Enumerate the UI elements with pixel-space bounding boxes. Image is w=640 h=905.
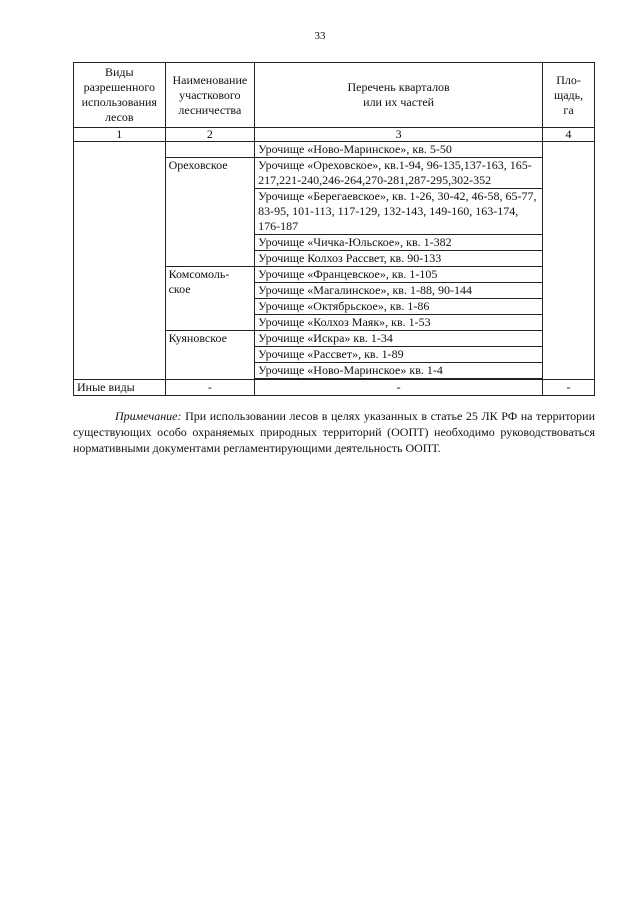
header-kind-line: разрешенного: [83, 80, 155, 94]
forestry-cell-line: ское: [168, 282, 191, 296]
quarters-cell: Урочище «Францевское», кв. 1-105: [255, 267, 543, 283]
table-header-row: [74, 63, 595, 128]
area-cell-empty: [543, 142, 595, 380]
column-number: 4: [543, 128, 595, 142]
header-forestry: [165, 63, 255, 128]
note-label: Примечание:: [115, 409, 182, 423]
table-row-other: [74, 380, 595, 396]
header-quarters-line: или их частей: [363, 95, 435, 109]
forestry-cell: -: [165, 380, 255, 396]
quarters-cell: Урочище «Октябрьское», кв. 1-86: [255, 299, 543, 315]
quarters-cell: Урочище «Ново-Маринское», кв. 5-50: [255, 142, 543, 158]
header-area-line: га: [563, 102, 574, 117]
column-number: 1: [74, 128, 166, 142]
column-number-row: [74, 128, 595, 142]
header-forestry-line: участкового: [179, 87, 241, 102]
quarters-cell: Урочище «Искра» кв. 1-34: [255, 331, 543, 347]
page-number: 33: [314, 30, 326, 42]
header-kind-line: лесов: [104, 110, 134, 124]
forestry-cell: [165, 267, 255, 331]
header-quarters: [255, 63, 543, 128]
table-row: [74, 142, 595, 158]
forest-use-table: [73, 62, 595, 396]
note-paragraph: [73, 408, 595, 456]
quarters-cell: Урочище Колхоз Рассвет, кв. 90-133: [255, 251, 543, 267]
quarters-cell: Урочище «Чичка-Юльское», кв. 1-382: [255, 235, 543, 251]
forestry-cell-empty: [165, 142, 255, 158]
header-area-line: щадь,: [553, 87, 584, 102]
quarters-cell: Урочище «Берегаевское», кв. 1-26, 30-42, 46-58, 65-77, 83-95, 101-113, 117-129, 132-143, 149-160, 163-174, 176-187: [255, 189, 543, 235]
quarters-cell: -: [255, 380, 543, 396]
header-forestry-line: лесничества: [178, 102, 242, 117]
header-quarters-line: Перечень кварталов: [347, 80, 450, 94]
column-number: 3: [255, 128, 543, 142]
header-forestry-line: Наименование: [172, 72, 248, 87]
header-kind: [74, 63, 166, 128]
kind-cell-empty: [74, 142, 166, 380]
header-area-line: Пло-: [556, 72, 581, 87]
quarters-cell: Урочище «Магалинское», кв. 1-88, 90-144: [255, 283, 543, 299]
kind-cell: Иные виды: [74, 380, 166, 396]
note-text: При использовании лесов в целях указанных в статье 25 ЛК РФ на территории существующих особо охраняемых природных территорий (ООПТ) необходимо руководствоваться нормативными документами регламентирующими деятельность ООПТ.: [73, 409, 595, 455]
forestry-cell: Куяновское: [165, 331, 255, 380]
header-area: [543, 63, 595, 128]
forestry-cell-line: Комсомоль-: [168, 267, 230, 281]
forestry-cell: Ореховское: [165, 158, 255, 267]
quarters-cell: Урочище «Колхоз Маяк», кв. 1-53: [255, 315, 543, 331]
quarters-cell: Урочище «Рассвет», кв. 1-89: [255, 347, 543, 363]
area-cell: -: [543, 380, 595, 396]
header-kind-line: использования: [81, 95, 157, 109]
column-number: 2: [165, 128, 255, 142]
quarters-cell: Урочище «Ореховское», кв.1-94, 96-135,137-163, 165-217,221-240,246-264,270-281,287-295,302-352: [255, 158, 543, 189]
header-kind-line: Виды: [104, 65, 134, 79]
quarters-cell: Урочище «Ново-Маринское» кв. 1-4: [255, 363, 543, 379]
